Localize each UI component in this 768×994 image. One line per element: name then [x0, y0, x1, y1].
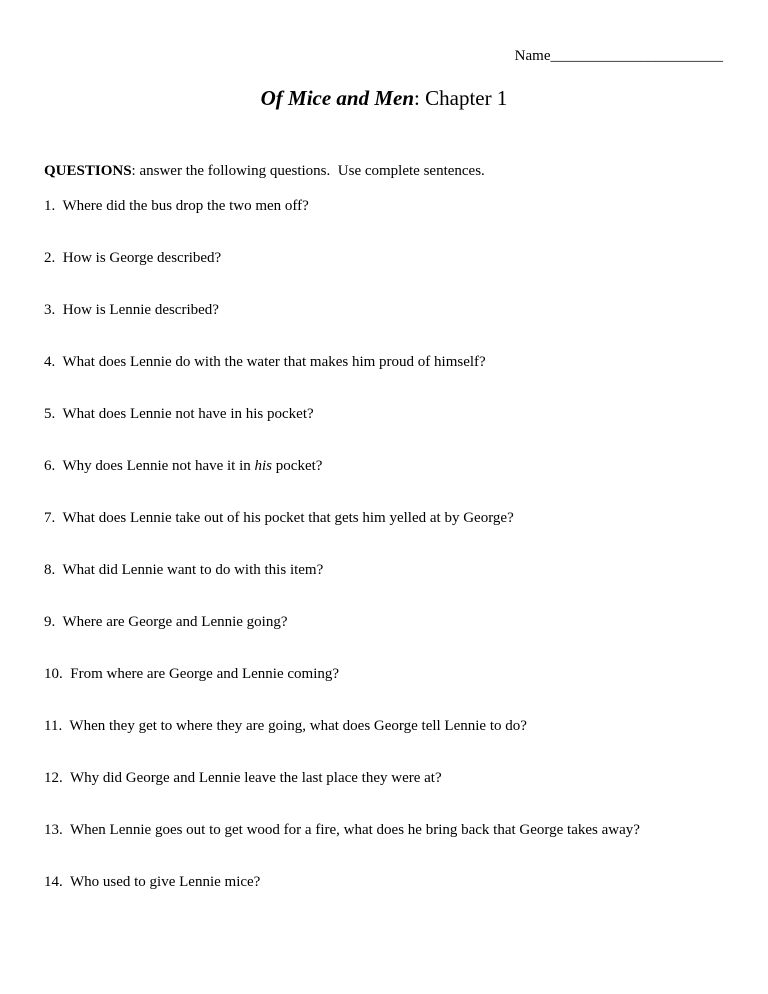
question-item	[44, 405, 724, 423]
question-text: pocket?	[272, 458, 323, 474]
question-text: 2. How is George described?	[44, 250, 222, 266]
question-text: 14. Who used to give Lennie mice?	[44, 874, 261, 890]
question-text: 3. How is Lennie described?	[44, 302, 219, 318]
question-item	[44, 821, 724, 839]
question-text: 11. When they get to where they are going, what does George tell Lennie to do?	[44, 718, 527, 734]
title-suffix: : Chapter 1	[414, 86, 508, 110]
question-text: 4. What does Lennie do with the water that makes him proud of himself?	[44, 354, 486, 370]
question-text: 5. What does Lennie not have in his pocket?	[44, 406, 314, 422]
question-item	[44, 769, 724, 787]
question-item	[44, 301, 724, 319]
instructions	[44, 162, 724, 180]
question-text: 6. Why does Lennie not have it in	[44, 458, 255, 474]
name-blank-line: _______________________	[550, 48, 723, 64]
title-book-name: Of Mice and Men	[260, 86, 415, 110]
question-item	[44, 509, 724, 527]
question-item	[44, 873, 724, 891]
question-text: his	[254, 458, 273, 474]
name-row	[44, 47, 724, 65]
question-text: 7. What does Lennie take out of his pocket that gets him yelled at by George?	[44, 510, 514, 526]
question-text: 1. Where did the bus drop the two men off?	[44, 198, 309, 214]
question-item	[44, 457, 724, 475]
question-item	[44, 353, 724, 371]
instructions-text: : answer the following questions. Use complete sentences.	[131, 163, 485, 179]
question-text: 9. Where are George and Lennie going?	[44, 614, 288, 630]
question-item	[44, 613, 724, 631]
page-title	[44, 85, 724, 111]
question-item	[44, 665, 724, 683]
question-text: 10. From where are George and Lennie coming?	[44, 666, 340, 682]
instructions-keyword: QUESTIONS	[44, 163, 132, 179]
questions-list	[44, 197, 724, 891]
question-text: 12. Why did George and Lennie leave the last place they were at?	[44, 770, 442, 786]
question-text: 8. What did Lennie want to do with this item?	[44, 562, 324, 578]
question-item	[44, 561, 724, 579]
question-item	[44, 717, 724, 735]
question-text: 13. When Lennie goes out to get wood for a fire, what does he bring back that George takes away?	[44, 822, 640, 838]
name-label: Name	[514, 48, 551, 64]
question-item	[44, 197, 724, 215]
question-item	[44, 249, 724, 267]
